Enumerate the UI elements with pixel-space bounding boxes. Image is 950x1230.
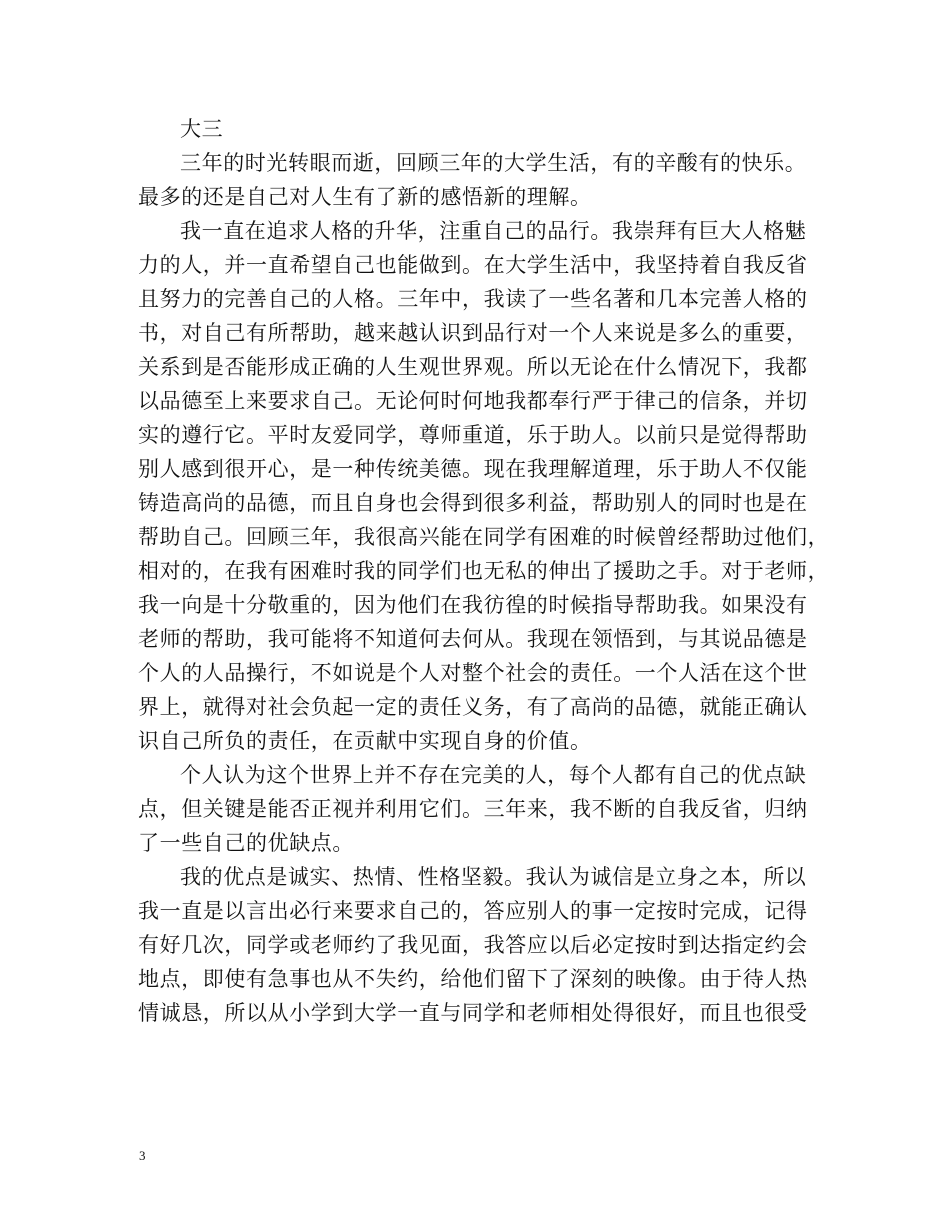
text-line: 个人的人品操行，不如说是个人对整个社会的责任。一个人活在这个世 (138, 661, 808, 685)
text-line: 个人认为这个世界上并不存在完美的人，每个人都有自己的优点缺 (180, 763, 807, 787)
text-line: 大三 (180, 117, 224, 141)
page-number: 3 (139, 1148, 146, 1163)
body-text (138, 112, 830, 1030)
text-line: 关系到是否能形成正确的人生观世界观。所以无论在什么情况下，我都 (138, 355, 808, 379)
text-line: 我一向是十分敬重的，因为他们在我彷徨的时候指导帮助我。如果没有 (138, 593, 808, 617)
text-line: 力的人，并一直希望自己也能做到。在大学生活中，我坚持着自我反省 (138, 253, 808, 277)
text-line: 识自己所负的责任，在贡献中实现自身的价值。 (138, 729, 592, 753)
text-line: 情诚恳，所以从小学到大学一直与同学和老师相处得很好，而且也很受 (138, 1001, 808, 1025)
text-line: 最多的还是自己对人生有了新的感悟新的理解。 (138, 185, 592, 209)
text-line: 书，对自己有所帮助，越来越认识到品行对一个人来说是多么的重要， (138, 321, 808, 345)
text-line: 界上，就得对社会负起一定的责任义务，有了高尚的品德，就能正确认 (138, 695, 808, 719)
text-line: 我的优点是诚实、热情、性格坚毅。我认为诚信是立身之本，所以 (180, 865, 807, 889)
text-line: 我一直是以言出必行来要求自己的，答应别人的事一定按时完成，记得 (138, 899, 808, 923)
text-line: 有好几次，同学或老师约了我见面，我答应以后必定按时到达指定约会 (138, 933, 808, 957)
text-line: 以品德至上来要求自己。无论何时何地我都奉行严于律己的信条，并切 (138, 389, 808, 413)
text-line: 老师的帮助，我可能将不知道何去何从。我现在领悟到，与其说品德是 (138, 627, 808, 651)
text-line: 了一些自己的优缺点。 (138, 831, 354, 855)
text-line: 铸造高尚的品德，而且自身也会得到很多利益，帮助别人的同时也是在 (138, 491, 808, 515)
text-line: 我一直在追求人格的升华，注重自己的品行。我崇拜有巨大人格魅 (180, 219, 807, 243)
text-line: 地点，即使有急事也从不失约，给他们留下了深刻的映像。由于待人热 (138, 967, 808, 991)
text-line: 别人感到很开心，是一种传统美德。现在我理解道理，乐于助人不仅能 (138, 457, 808, 481)
text-line: 且努力的完善自己的人格。三年中，我读了一些名著和几本完善人格的 (138, 287, 808, 311)
text-line: 点，但关键是能否正视并利用它们。三年来，我不断的自我反省，归纳 (138, 797, 808, 821)
text-line: 相对的，在我有困难时我的同学们也无私的伸出了援助之手。对于老师， (138, 559, 830, 583)
text-line: 实的遵行它。平时友爱同学，尊师重道，乐于助人。以前只是觉得帮助 (138, 423, 808, 447)
text-line: 帮助自己。回顾三年，我很高兴能在同学有困难的时候曾经帮助过他们， (138, 525, 830, 549)
text-line: 三年的时光转眼而逝，回顾三年的大学生活，有的辛酸有的快乐。 (180, 151, 807, 175)
